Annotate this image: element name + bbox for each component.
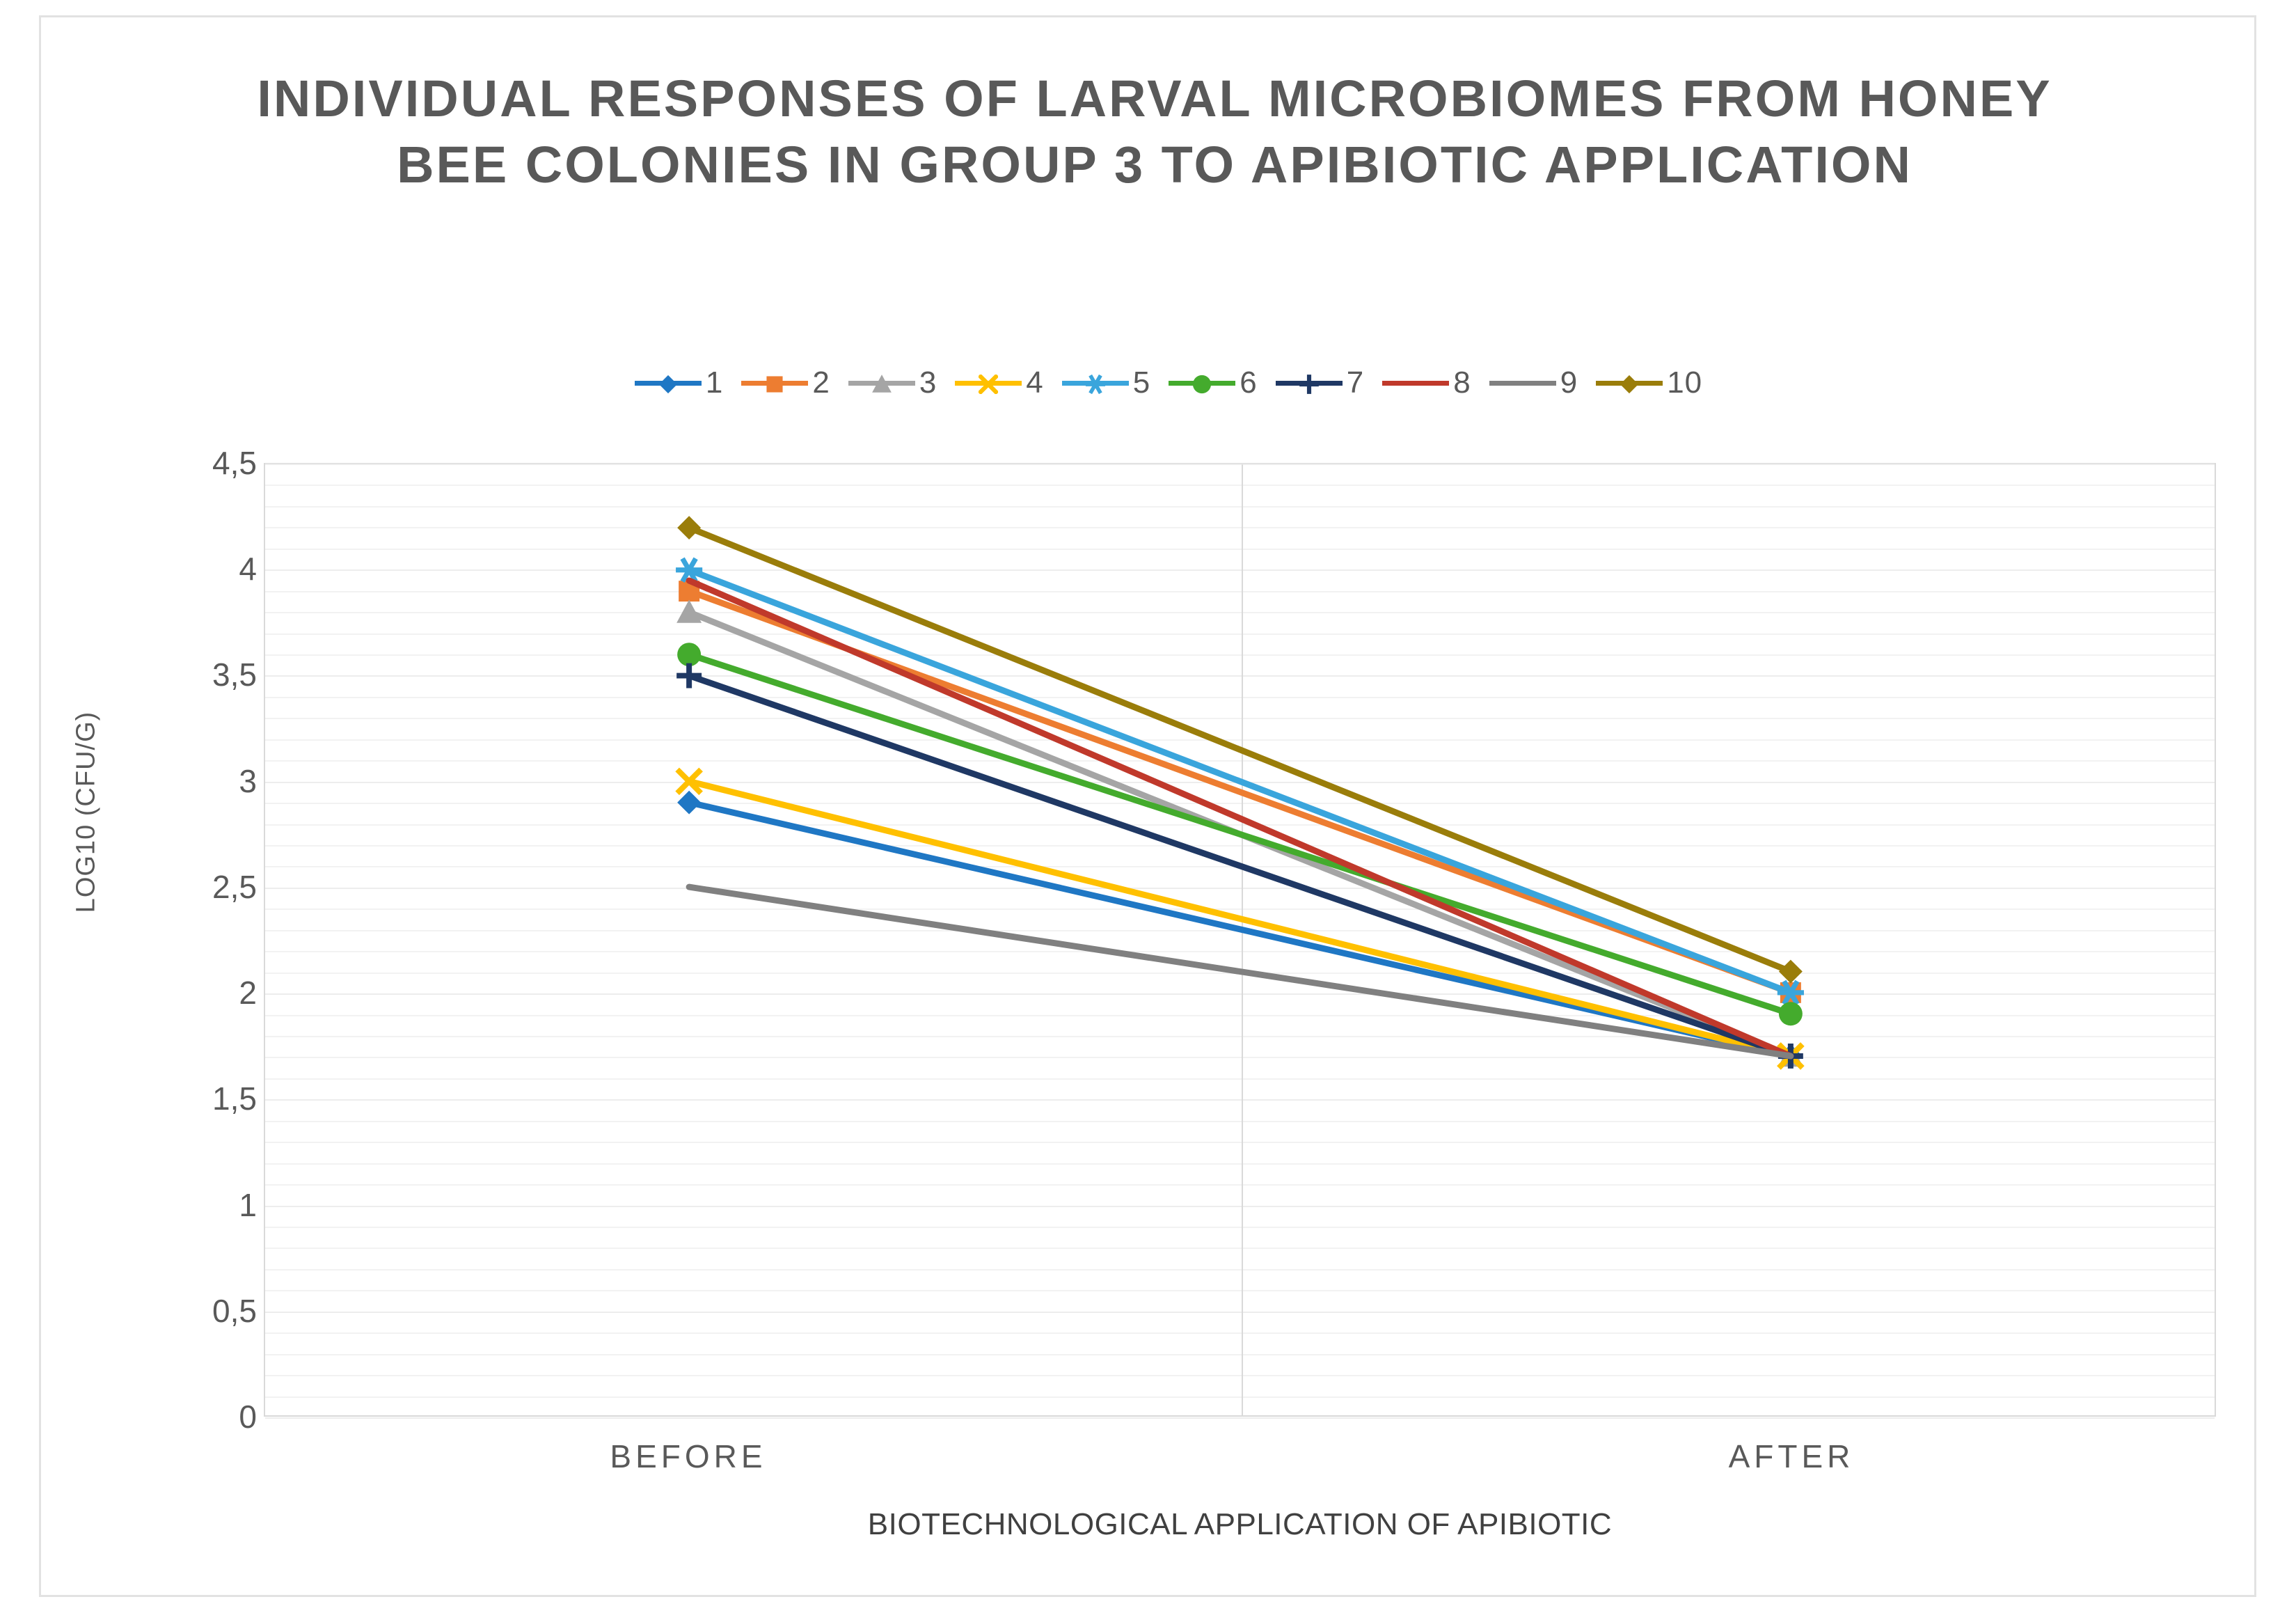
gridline [265, 1417, 2215, 1419]
y-tick-label: 4 [239, 551, 257, 588]
legend-item-4[interactable] [955, 365, 1043, 400]
legend-item-6[interactable] [1169, 365, 1257, 400]
legend-swatch-icon [1596, 371, 1663, 395]
legend-swatch-icon [635, 371, 702, 395]
y-tick-label: 3 [239, 762, 257, 799]
legend-swatch-icon [848, 371, 915, 395]
legend-swatch-icon [955, 371, 1022, 395]
legend-item-3[interactable] [848, 365, 937, 400]
legend-label: 6 [1240, 365, 1258, 400]
legend-label: 8 [1453, 365, 1471, 400]
legend-item-9[interactable] [1489, 365, 1578, 400]
series-line [677, 643, 1803, 1025]
legend-label: 2 [812, 365, 830, 400]
x-axis-title: BIOTECHNOLOGICAL APPLICATION OF APIBIOTIC [867, 1507, 1613, 1541]
series-plot [265, 464, 2215, 1415]
chart-legend [431, 365, 1906, 400]
legend-item-5[interactable] [1062, 365, 1150, 400]
legend-item-2[interactable] [741, 365, 830, 400]
legend-item-10[interactable] [1596, 365, 1702, 400]
y-tick-label: 0,5 [212, 1292, 257, 1329]
series-line [689, 581, 1791, 1056]
legend-item-1[interactable] [635, 365, 723, 400]
legend-label: 3 [919, 365, 937, 400]
legend-swatch-icon [741, 371, 808, 395]
y-tick-label: 4,5 [212, 445, 257, 481]
x-tick-after: AFTER [1728, 1438, 1855, 1474]
legend-item-7[interactable] [1276, 365, 1364, 400]
series-line [679, 581, 1801, 1003]
x-tick-before: BEFORE [610, 1438, 767, 1474]
legend-label: 4 [1026, 365, 1044, 400]
plot-area [264, 463, 2216, 1417]
legend-swatch-icon [1276, 371, 1343, 395]
legend-label: 5 [1132, 365, 1151, 400]
legend-label: 7 [1346, 365, 1365, 400]
series-line [676, 663, 1803, 1069]
y-axis-tick-labels [118, 445, 257, 1435]
y-axis-title: LOG10 (CFU/G) [71, 711, 101, 913]
chart-container [39, 15, 2256, 1597]
legend-swatch-icon [1169, 371, 1235, 395]
y-tick-label: 2 [239, 975, 257, 1012]
legend-swatch-icon [1062, 371, 1129, 395]
y-tick-label: 0 [239, 1399, 257, 1435]
y-tick-label: 3,5 [212, 656, 257, 693]
legend-swatch-icon [1489, 371, 1556, 395]
legend-label: 10 [1667, 365, 1703, 400]
y-tick-label: 2,5 [212, 868, 257, 905]
y-tick-label: 1,5 [212, 1080, 257, 1117]
legend-label: 9 [1560, 365, 1578, 400]
chart-title: INDIVIDUAL RESPONSES OF LARVAL MICROBIOMES FROM HONEY BEE COLONIES IN GROUP 3 TO APIBIOTIC APPLICATION [257, 70, 2052, 194]
series-line [689, 887, 1791, 1056]
legend-swatch-icon [1382, 371, 1449, 395]
y-tick-label: 1 [239, 1186, 257, 1223]
legend-item-8[interactable] [1382, 365, 1471, 400]
legend-label: 1 [705, 365, 724, 400]
